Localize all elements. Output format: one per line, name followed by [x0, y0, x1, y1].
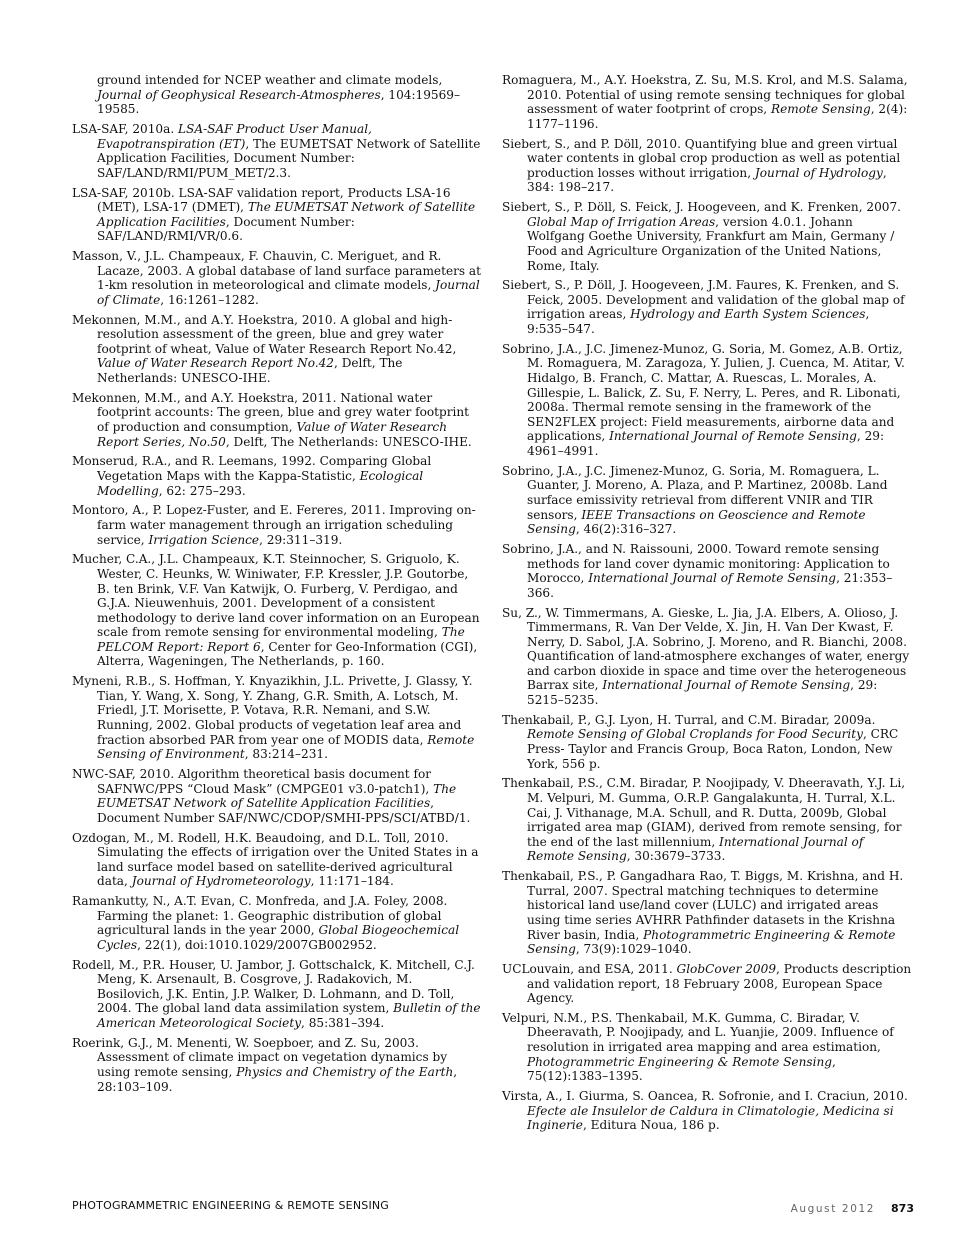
reference-text: , version 4.0.1. Johann Wolfgang Goethe University, Frankfurt am Main, Germany / Food and Agriculture Organization of the United Nations, Rome, Italy. [527, 214, 895, 273]
reference-entry [72, 674, 482, 762]
reference-text: Siebert, S., P. Döll, S. Feick, J. Hoogeveen, and K. Frenken, 2007. [502, 200, 902, 215]
reference-text: , 29:311–319. [259, 532, 343, 547]
reference-text: , Document Number: SAF/LAND/RMI/VR/0.6. [97, 214, 355, 244]
reference-text: Velpuri, N.M., P.S. Thenkabail, M.K. Gumma, C. Biradar, V. Dheeravath, P. Noojipady, and L. Yuanjie, 2009. Influence of resolution in irrigated area mapping and area estimation, [502, 1010, 894, 1055]
reference-text: , 30:3679–3733. [626, 849, 726, 864]
reference-italic-title: Photogrammetric Engineering & Remote Sensing [527, 1054, 832, 1069]
reference-entry [502, 1011, 914, 1084]
reference-entry-continued [72, 73, 482, 117]
references-right-column [502, 73, 914, 1138]
reference-italic-title: International Journal of Remote Sensing [527, 834, 864, 864]
reference-text: NWC-SAF, 2010. Algorithm theoretical basis document for SAFNWC/PPS “Cloud Mask” (CMPGE01 v3.0-patch1), [72, 767, 434, 796]
reference-italic-title: Physics and Chemistry of the Earth [236, 1065, 454, 1080]
reference-text: , 384: 198–217. [527, 165, 887, 195]
reference-text: Masson, V., J.L. Champeaux, F. Chauvin, C. Meriguet, and R. Lacaze, 2003. A global database of land surface parameters at 1-km resolution in meteorological and climate models, [72, 249, 482, 293]
reference-entry [72, 313, 482, 386]
reference-italic-title: Ecological Modelling [97, 468, 424, 498]
reference-text: Siebert, S., and P. Döll, 2010. Quantifying blue and green virtual water contents in global crop production as well as potential production losses without irrigation, [502, 136, 901, 180]
reference-text: , The EUMETSAT Network of Satellite Application Facilities, Document Number: SAF/LAND/RMI/PUM_MET/2.3. [97, 136, 481, 180]
reference-italic-title: Remote Sensing [770, 102, 871, 117]
reference-text: Thenkabail, P.S., P. Gangadhara Rao, T. Biggs, M. Krishna, and H. Turral, 2007. Spectral matching techniques to determine historical land use/land cover (LULC) and irrigated areas using time series AVHRR Pathfinder datasets in the Krishna River basin, India, [502, 869, 904, 942]
reference-entry [502, 200, 914, 273]
reference-text: , 75(12):1383–1395. [527, 1054, 836, 1084]
reference-text: , 73(9):1029–1040. [575, 942, 692, 957]
reference-entry [72, 767, 482, 825]
reference-text: Monserud, R.A., and R. Leemans, 1992. Comparing Global Vegetation Maps with the Kappa-Statistic, [72, 454, 432, 483]
reference-entry [72, 454, 482, 498]
reference-italic-title: Value of Water Research Report Series, No.50 [97, 420, 447, 449]
reference-text: Sobrino, J.A., J.C. Jimenez-Munoz, G. Soria, M. Romaguera, L. Guanter, J. Moreno, A. Plaza, and P. Martinez, 2008b. Land surface emissivity retrieval from different VNIR and TIR sensors, [502, 463, 888, 522]
reference-text: , 29: 4961–4991. [527, 429, 885, 458]
reference-text: , 83:214–231. [244, 747, 328, 762]
reference-entry [502, 869, 914, 957]
reference-text: , 11:171–184. [310, 874, 394, 889]
reference-text: Mekonnen, M.M., and A.Y. Hoekstra, 2010. A global and high-resolution assessment of the green, blue and grey water footprint of wheat, Value of Water Research Report No.42, [72, 312, 457, 356]
reference-text: , Document Number SAF/NWC/CDOP/SMHI-PPS/SCI/ATBD/1. [97, 796, 471, 825]
reference-italic-title: Efecte ale Insulelor de Caldura in Climatologie, Medicina si Inginerie [527, 1103, 894, 1133]
reference-italic-title: Journal of Hydrology [754, 165, 883, 180]
reference-text: , 104:19569–19585. [97, 87, 461, 117]
reference-italic-title: Bulletin of the American Meteorological Society [97, 1001, 481, 1031]
reference-italic-title: The EUMETSAT Network of Satellite Application Facilities [97, 781, 457, 811]
reference-text: , 22(1), doi:1010.1029/2007GB002952. [137, 937, 377, 952]
footer-right [791, 1199, 914, 1217]
reference-text: , 2(4): 1177–1196. [527, 102, 908, 131]
reference-text: , CRC Press- Taylor and Francis Group, Boca Raton, London, New York, 556 p. [527, 727, 899, 771]
reference-entry [72, 552, 482, 669]
reference-text: , 16:1261–1282. [160, 292, 259, 307]
reference-text: UCLouvain, and ESA, 2011. [502, 961, 677, 976]
reference-italic-title: Photogrammetric Engineering & Remote Sensing [527, 927, 896, 957]
reference-entry [502, 464, 914, 537]
reference-text: Thenkabail, P.S., C.M. Biradar, P. Noojipady, V. Dheeravath, Y.J. Li, M. Velpuri, M. Gumma, O.R.P. Gangalakunta, H. Turral, X.L. Cai, J. Vithanage, M.A. Schull, and R. Dutta, 2009b, Global irrigated area map (GIAM), derived from remote sensing, for the end of the last millennium, [502, 776, 906, 849]
reference-italic-title: International Journal of Remote Sensing [602, 678, 851, 693]
reference-entry [502, 278, 914, 336]
reference-entry [72, 894, 482, 952]
reference-text: Rodell, M., P.R. Houser, U. Jambor, J. Gottschalck, K. Mitchell, C.J. Meng, K. Arsenault, B. Cosgrove, J. Radakovich, M. Bosilovich, J.K. Entin, J.P. Walker, D. Lohmann, and D. Toll, 2004. The global land data assimilation system, [72, 957, 475, 1016]
reference-italic-title: The EUMETSAT Network of Satellite Application Facilities [97, 200, 476, 229]
reference-text: Romaguera, M., A.Y. Hoekstra, Z. Su, M.S. Krol, and M.S. Salama, 2010. Potential of using remote sensing techniques for global assessment of water footprint of crops, [502, 73, 908, 117]
reference-text: Ozdogan, M., M. Rodell, H.K. Beaudoing, and D.L. Toll, 2010. Simulating the effects of irrigation over the United States in a land surface model based on satellite-derived agricultural data, [72, 830, 479, 889]
reference-italic-title: LSA-SAF Product User Manual, Evapotranspiration (ET) [97, 121, 372, 151]
reference-italic-title: International Journal of Remote Sensing [609, 429, 857, 444]
reference-entry [72, 958, 482, 1031]
reference-entry [72, 249, 482, 307]
reference-italic-title: Hydrology and Earth System Sciences [630, 307, 866, 322]
reference-text: Virsta, A., I. Giurma, S. Oancea, R. Sofronie, and I. Craciun, 2010. [502, 1089, 908, 1104]
reference-entry [72, 391, 482, 449]
reference-italic-title: Remote Sensing of Environment [97, 732, 475, 762]
reference-text: , 9:535–547. [527, 307, 870, 337]
reference-text: Ramankutty, N., A.T. Evan, C. Monfreda, and J.A. Foley, 2008. Farming the planet: 1. Geographic distribution of global agricultural lands in the year 2000, [72, 894, 448, 938]
reference-text: , Delft, The Netherlands: UNESCO-IHE. [225, 434, 472, 449]
reference-text: , Center for Geo-Information (CGI), Alterra, Wageningen, The Netherlands, p. 160. [97, 639, 478, 669]
reference-text: Thenkabail, P., G.J. Lyon, H. Turral, and C.M. Biradar, 2009a. [502, 712, 876, 727]
reference-text: LSA-SAF, 2010b. LSA-SAF validation report, Products LSA-16 (MET), LSA-17 (DMET), [72, 185, 451, 215]
reference-entry [502, 606, 914, 708]
page-footer [72, 1199, 914, 1217]
reference-italic-title: Irrigation Science [148, 532, 260, 547]
reference-entry [502, 342, 914, 459]
reference-text: , 85:381–394. [301, 1016, 385, 1031]
reference-entry [72, 122, 482, 180]
issue-date: August 2012 [790, 1203, 876, 1215]
reference-italic-title: Global Biogeochemical Cycles [97, 923, 460, 952]
reference-italic-title: IEEE Transactions on Geoscience and Remote Sensing [527, 507, 866, 537]
reference-italic-title: Journal of Climate [97, 278, 480, 307]
reference-text: Montoro, A., P. Lopez-Fuster, and E. Fereres, 2011. Improving on-farm water management through an irrigation scheduling service, [72, 503, 476, 547]
reference-italic-title: The PELCOM Report: Report 6 [97, 625, 465, 654]
reference-entry [502, 962, 914, 1006]
reference-entry [502, 1089, 914, 1133]
reference-italic-title: Value of Water Research Report No.42 [97, 356, 335, 371]
reference-text: Su, Z., W. Timmermans, A. Gieske, L. Jia, J.A. Elbers, A. Olioso, J. Timmermans, R. Van Der Velde, X. Jin, H. Van Der Kwast, F. Nerry, D. Sabol, J.A. Sobrino, J. Moreno, and R. Bianchi, 2008. Quantification of land-atmosphere exchanges of water, energy and carbon dioxide in space and time over the heterogeneous Barrax site, [502, 605, 910, 693]
reference-entry [72, 503, 482, 547]
reference-text: , 62: 275–293. [158, 483, 246, 498]
reference-entry [502, 713, 914, 771]
page-number: 873 [891, 1202, 914, 1215]
reference-italic-title: Journal of Geophysical Research-Atmospheres [97, 87, 381, 102]
reference-entry [72, 186, 482, 244]
reference-text: ground intended for NCEP weather and climate models, [97, 73, 443, 87]
reference-entry [72, 1036, 482, 1094]
reference-italic-title: Journal of Hydrometeorology [131, 874, 311, 889]
reference-text: Roerink, G.J., M. Menenti, W. Soepboer, and Z. Su, 2003. Assessment of climate impact on vegetation dynamics by using remote sensing, [72, 1035, 448, 1080]
reference-text: Mekonnen, M.M., and A.Y. Hoekstra, 2011. National water footprint accounts: The green, blue and grey water footprint of production and consumption, [72, 390, 470, 434]
reference-text: Sobrino, J.A., J.C. Jimenez-Munoz, G. Soria, M. Gomez, A.B. Ortiz, M. Romaguera, M. Zaragoza, Y. Julien, J. Cuenca, M. Atitar, V. Hidalgo, B. Franch, C. Mattar, A. Ruescas, L. Morales, A. Gillespie, L. Balick, Z. Su, F. Nerry, L. Peres, and R. Libonati, 2008a. Thermal remote sensing in the framework of the SEN2FLEX project: Field measurements, airborne data and applications, [502, 341, 905, 444]
reference-text: , 21:353–366. [527, 571, 893, 600]
reference-text: , 29: 5215–5235. [527, 678, 878, 708]
reference-italic-title: International Journal of Remote Sensing [588, 571, 837, 586]
reference-entry [502, 73, 914, 131]
reference-text: , Editura Noua, 186 p. [582, 1118, 720, 1133]
reference-text: Myneni, R.B., S. Hoffman, Y. Knyazikhin, J.L. Privette, J. Glassy, Y. Tian, Y. Wang, X. Song, Y. Zhang, G.R. Smith, A. Lotsch, M. Friedl, J.T. Morisette, P. Votava, R.R. Nemani, and S.W. Running, 2002. Global products of vegetation leaf area and fraction absorbed PAR from year one of MODIS data, [72, 674, 473, 747]
reference-entry [502, 542, 914, 600]
journal-name: PHOTOGRAMMETRIC ENGINEERING & REMOTE SENSING [72, 1199, 390, 1212]
reference-text: Sobrino, J.A., and N. Raissouni, 2000. Toward remote sensing methods for land cover dynamic monitoring: Application to Morocco, [502, 541, 890, 586]
reference-entry [502, 776, 914, 864]
reference-text: Mucher, C.A., J.L. Champeaux, K.T. Steinnocher, S. Griguolo, K. Wester, C. Heunks, W. Winiwater, F.P. Kressler, J.P. Goutorbe, B. ten Brink, V.F. Van Katwijk, O. Furberg, V. Perdigao, and G.J.A. Nieuwenhuis, 2001. Development of a consistent methodology to derive land cover information on an European scale from remote sensing for environmental modeling, [72, 552, 480, 640]
reference-italic-title: Global Map of Irrigation Areas [527, 214, 716, 229]
reference-italic-title: Remote Sensing of Global Croplands for Food Security [527, 727, 863, 742]
reference-text: , 28:103–109. [97, 1065, 458, 1094]
reference-text: Siebert, S., P. Döll, J. Hoogeveen, J.M. Faures, K. Frenken, and S. Feick, 2005. Development and validation of the global map of irrigation areas, [502, 278, 905, 322]
reference-entry [502, 137, 914, 195]
reference-text: , Products description and validation report, 18 February 2008, European Space Agency. [527, 961, 912, 1006]
reference-italic-title: GlobCover 2009 [676, 961, 777, 976]
reference-text: LSA-SAF, 2010a. [72, 121, 179, 136]
reference-text: , Delft, The Netherlands: UNESCO-IHE. [97, 356, 403, 386]
reference-entry [72, 831, 482, 889]
references-left-column [72, 73, 482, 1099]
reference-text: , 46(2):316–327. [575, 522, 677, 537]
